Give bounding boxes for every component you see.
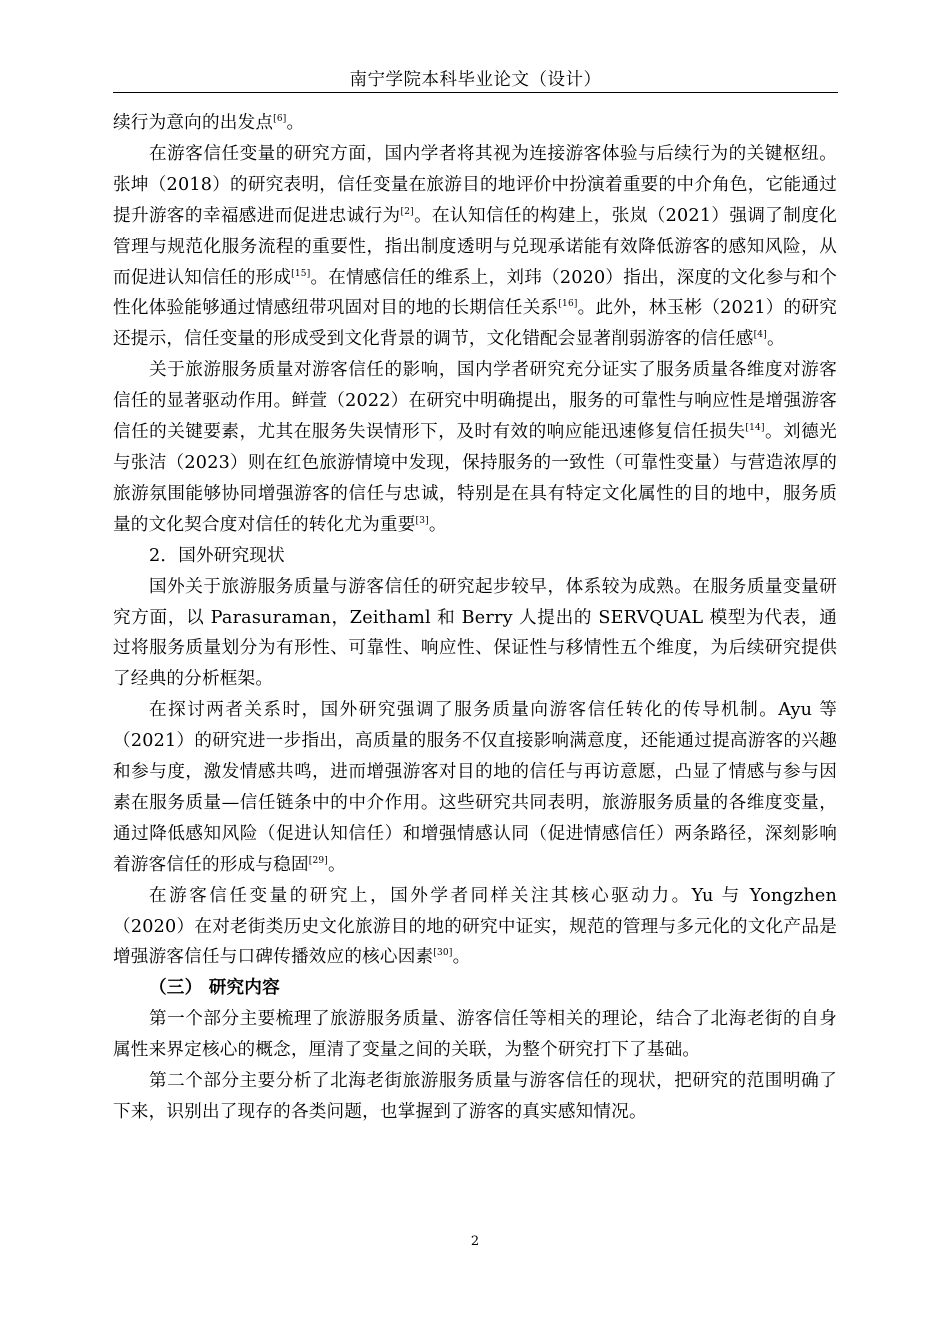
paragraph-text: 。此外，林玉彬（2021）的研究还提示，信任变量的形成受到文化背景的调节，文化错配会显著削弱游客的信任感 [113, 298, 837, 350]
paragraph-text: 。在认知信任的构建上，张岚（2021）强调了制度化管理与规范化服务流程的重要性，指出制度透明与兑现承诺能有效降低游客的感知风险，从而促进认知信任的形成 [113, 205, 838, 288]
header-rule [113, 92, 838, 93]
paragraph-text: 在游客信任变量的研究上，国外学者同样关注其核心驱动力。Yu 与 Yongzhen（2020）在对老街类历史文化旅游目的地的研究中证实，规范的管理与多元化的文化产品是增强游客信任与口碑传播效应的核心因素 [113, 885, 837, 968]
paragraph-text: 。 [286, 113, 305, 133]
paragraph-text: 在探讨两者关系时，国外研究强调了服务质量向游客信任转化的传导机制。Ayu 等（2021）的研究进一步指出，高质量的服务不仅直接影响满意度，还能通过提高游客的兴趣和参与度，激发情感共鸣，进而增强游客对目的地的信任与再访意愿，凸显了情感与参与因素在服务质量—信任链条中的中介作用。这些研究共同表明，旅游服务质量的各维度变量，通过降低感知风险（促进认知信任）和增强情感认同（促进情感信任）两条路径，深刻影响着游客信任的形成与稳固 [113, 700, 837, 875]
paragraph-foreign-mechanism [113, 695, 837, 880]
paragraph-text: 续行为意向的出发点 [113, 113, 274, 133]
citation: [16] [558, 299, 578, 310]
paragraph-text: 。在情感信任的维系上，刘玮（2020）指出，深度的文化参与和个性化体验能够通过情感纽带巩固对目的地的长期信任关系 [113, 267, 837, 319]
page-number: 2 [470, 1234, 480, 1249]
citation: [6] [273, 114, 287, 125]
paragraph-part-one: 第一个部分主要梳理了旅游服务质量、游客信任等相关的理论，结合了北海老街的自身属性来界定核心的概念，厘清了变量之间的关联，为整个研究打下了基础。 [113, 1009, 837, 1061]
body-text [113, 108, 837, 1128]
citation: [3] [415, 515, 429, 526]
citation: [29] [308, 855, 329, 866]
paragraph-domestic-trust [113, 139, 837, 355]
page-header-title: 南宁学院本科毕业论文（设计） [349, 70, 602, 90]
paragraph-text: 。 [428, 514, 447, 535]
section-heading-research-content: （三） 研究内容 [149, 977, 280, 999]
paragraph-foreign-servqual: 国外关于旅游服务质量与游客信任的研究起步较早，体系较为成熟。在服务质量变量研究方面，以 Parasuraman，Zeithaml 和 Berry 人提出的 SERVQUAL 模型为代表，通过将服务质量划分为有形性、可靠性、响应性、保证性与移情性五个维度，为后续研究提供了经典的分析框架。 [113, 576, 837, 690]
paragraph-domestic-quality [113, 355, 837, 540]
paragraph-part-two: 第二个部分主要分析了北海老街旅游服务质量与游客信任的现状，把研究的范围明确了下来，识别出了现存的各类问题，也掌握到了游客的真实感知情况。 [113, 1071, 837, 1122]
paragraph-foreign-trust [113, 881, 837, 974]
paragraph-text: 。 [766, 329, 785, 350]
citation: [14] [745, 423, 765, 434]
citation: [2] [400, 206, 414, 217]
paragraph-text: 。刘德光与张洁（2023）则在红色旅游情境中发现，保持服务的一致性（可靠性变量）与营造浓厚的旅游氛围能够协同增强游客的信任与忠诚，特别是在具有特定文化属性的目的地中，服务质量的文化契合度对信任的转化尤为重要 [113, 422, 837, 535]
section-subheading-foreign: 2．国外研究现状 [149, 545, 285, 566]
paragraph-text: 关于旅游服务质量对游客信任的影响，国内学者研究充分证实了服务质量各维度对游客信任的显著驱动作用。鲜萱（2022）在研究中明确提出，服务的可靠性与响应性是增强游客信任的关键要素，尤其在服务失误情形下，及时有效的响应能迅速修复信任损失 [113, 360, 837, 443]
paragraph-text: 。 [452, 947, 471, 968]
paragraph-text: 在游客信任变量的研究方面，国内学者将其视为连接游客体验与后续行为的关键枢纽。张坤（2018）的研究表明，信任变量在旅游目的地评价中扮演着重要的中介角色，它能通过提升游客的幸福感进而促进忠诚行为 [113, 143, 837, 226]
citation: [15] [291, 268, 311, 279]
paragraph-text: 。 [328, 854, 346, 875]
citation: [4] [753, 330, 767, 341]
paragraph-continuation [113, 108, 837, 139]
citation: [30] [433, 948, 453, 959]
